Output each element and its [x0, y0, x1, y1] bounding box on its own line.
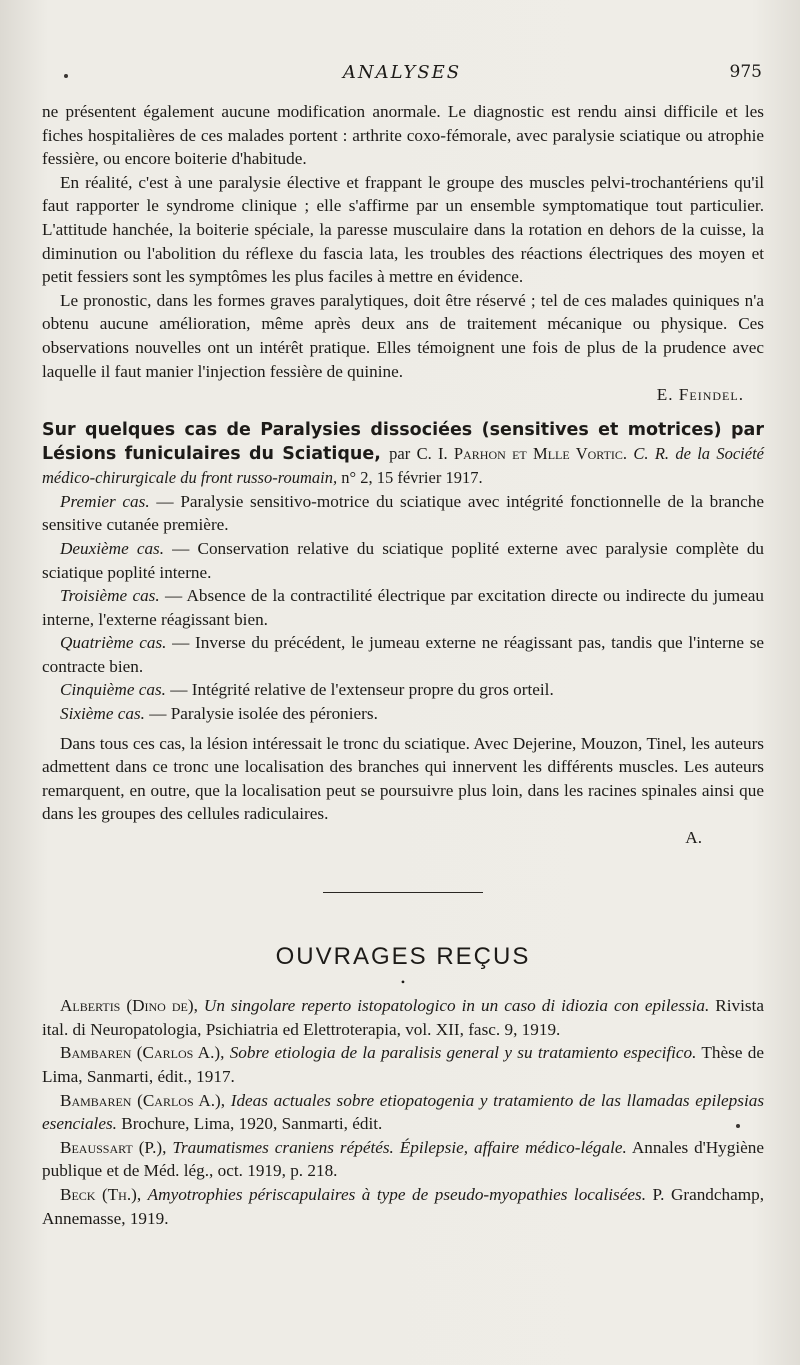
signature-line	[42, 826, 764, 850]
case-label: Deuxième cas.	[60, 538, 165, 558]
case-label: Premier cas.	[60, 491, 150, 511]
case-item	[42, 584, 764, 631]
entry-author: Bambaren (Carlos A.),	[60, 1090, 226, 1110]
received-entry	[42, 1041, 764, 1088]
entry-author: Bambaren (Carlos A.),	[60, 1043, 225, 1063]
entry-title: Un singolare reperto istopatologico in un caso di idiozia con epilessia.	[203, 996, 710, 1016]
case-label: Cinquième cas.	[60, 680, 166, 700]
entry-details: Annales d'Hygiène publique et de Méd. lég., oct. 1919, p. 218.	[42, 1137, 764, 1181]
case-item	[42, 678, 764, 702]
case-label: Troisième cas.	[60, 586, 160, 606]
case-item	[42, 490, 764, 537]
page-body	[42, 100, 764, 1230]
case-text: — Paralysie sensitivo-motrice du sciatique avec intégrité fonctionnelle de la branche sensitive cutanée première.	[42, 491, 765, 535]
case-text: — Absence de la contractilité électrique par excitation directe ou indirecte du jumeau interne, l'externe réagissant bien.	[42, 586, 765, 629]
entry-title: Sobre etiologia de la paralisis general y su tratamiento especifico.	[229, 1043, 697, 1063]
abstract-source: C. R. de la Société médico-chirurgicale du front russo-roumain,	[42, 443, 764, 487]
page-number: 975	[729, 62, 762, 82]
entry-details: Rivista ital. di Neuropatologia, Psichiatria ed Elettroterapia, vol. XII, fasc. 9, 1919.	[42, 996, 764, 1039]
case-text: — Intégrité relative de l'extenseur propre du gros orteil.	[170, 680, 554, 700]
abstract-issue: n° 2, 15 février 1917.	[341, 467, 483, 487]
page-header	[42, 62, 762, 90]
case-text: — Paralysie isolée des péroniers.	[149, 704, 378, 724]
paragraph: En réalité, c'est à une paralysie élective et frappant le groupe des muscles pelvi-trochantériens qu'il faut rapporter le syndrome clinique ; elle s'affirme par un ensemble symptomatique tout particulier. L'attitude hanchée, la boiterie spéciale, la paresse musculaire dans la rotation en dehors de la cuisse, la diminution ou l'abolition du réflexe du fascia lata, les troubles des réactions électriques des moyen et petit fessiers sont les symptômes les plus faciles à mettre en évidence.	[42, 172, 764, 287]
scan-speck	[736, 1124, 740, 1128]
entry-author: Albertis (Dino de),	[60, 996, 198, 1016]
received-entry	[42, 1183, 764, 1230]
entry-author: Beck (Th.),	[60, 1184, 142, 1204]
signature-line	[42, 383, 764, 407]
case-label: Sixième cas.	[60, 704, 145, 724]
entry-title: Amyotrophies périscapulaires à type de pseudo-myopathies localisées.	[147, 1184, 646, 1204]
signature-a: A.	[685, 828, 702, 848]
paragraph: ne présentent également aucune modification anormale. Le diagnostic est rendu ainsi difficile et les fiches hospitalières de ces malades portent : arthrite coxo-fémorale, avec paralysie sciatique ou atrophie fessière, ou encore boiterie d'habitude.	[42, 102, 764, 169]
scan-speck	[64, 74, 68, 78]
entry-details: P. Grandchamp, Annemasse, 1919.	[42, 1184, 765, 1228]
received-entry	[42, 1089, 764, 1136]
entry-title: Ideas actuales sobre etiopatogenia y tratamiento de las llamadas epilepsias esenciales.	[42, 1090, 765, 1134]
abstract-conclusion: Dans tous ces cas, la lésion intéressait le tronc du sciatique. Avec Dejerine, Mouzon, Tinel, les auteurs admettent dans ce tronc une localisation des branches qui innervent les différents muscles. Les auteurs remarquent, en outre, que la localisation peut se poursuivre plus loin, dans les racines spinales ainsi que dans les groupes des cellules radiculaires.	[42, 733, 764, 824]
running-title: ANALYSES	[342, 62, 462, 83]
received-list	[42, 994, 764, 1230]
received-entry	[42, 1136, 764, 1183]
case-item	[42, 631, 764, 678]
entry-details: Thèse de Lima, Sanmarti, édit., 1917.	[42, 1043, 764, 1086]
case-item	[42, 537, 764, 584]
case-item	[42, 702, 764, 726]
section-title: OUVRAGES REÇUS	[275, 942, 531, 970]
case-text: — Conservation relative du sciatique poplité externe avec paralysie complète du sciatique poplité interne.	[42, 538, 765, 582]
case-label: Quatrième cas.	[60, 633, 167, 653]
signature-feindel: E. Feindel.	[656, 385, 744, 405]
abstract-heading	[42, 419, 764, 490]
entry-details: Brochure, Lima, 1920, Sanmarti, édit.	[121, 1114, 383, 1134]
paragraph: Le pronostic, dans les formes graves paralytiques, doit être réservé ; tel de ces malades quiniques n'a obtenu aucune amélioration, même après deux ans de traitement mécanique ou physique. Ces observations nouvelles ont un intérêt pratique. Elles témoignent une fois de plus de la prudence avec laquelle il faut manier l'injection fessière de quinine.	[42, 290, 764, 381]
abstract-title: Sur quelques cas de Paralysies dissociées (sensitives et motrices) par Lésions funiculaires du Sciatique,	[42, 419, 764, 464]
entry-title: Traumatismes craniens répétés. Épilepsie, affaire médico-légale.	[172, 1137, 627, 1157]
case-text: — Inverse du précédent, le jumeau externe ne réagissant pas, tandis que l'interne se contracte bien.	[42, 633, 765, 676]
case-list	[42, 490, 764, 726]
section-bullet: •	[400, 975, 406, 990]
entry-author: Beaussart (P.),	[60, 1137, 167, 1157]
abstract-authors: C. I. Parhon et Mlle Vortic.	[416, 443, 628, 463]
received-entry	[42, 994, 764, 1041]
abstract-by: par	[389, 443, 411, 463]
section-divider	[323, 892, 483, 893]
